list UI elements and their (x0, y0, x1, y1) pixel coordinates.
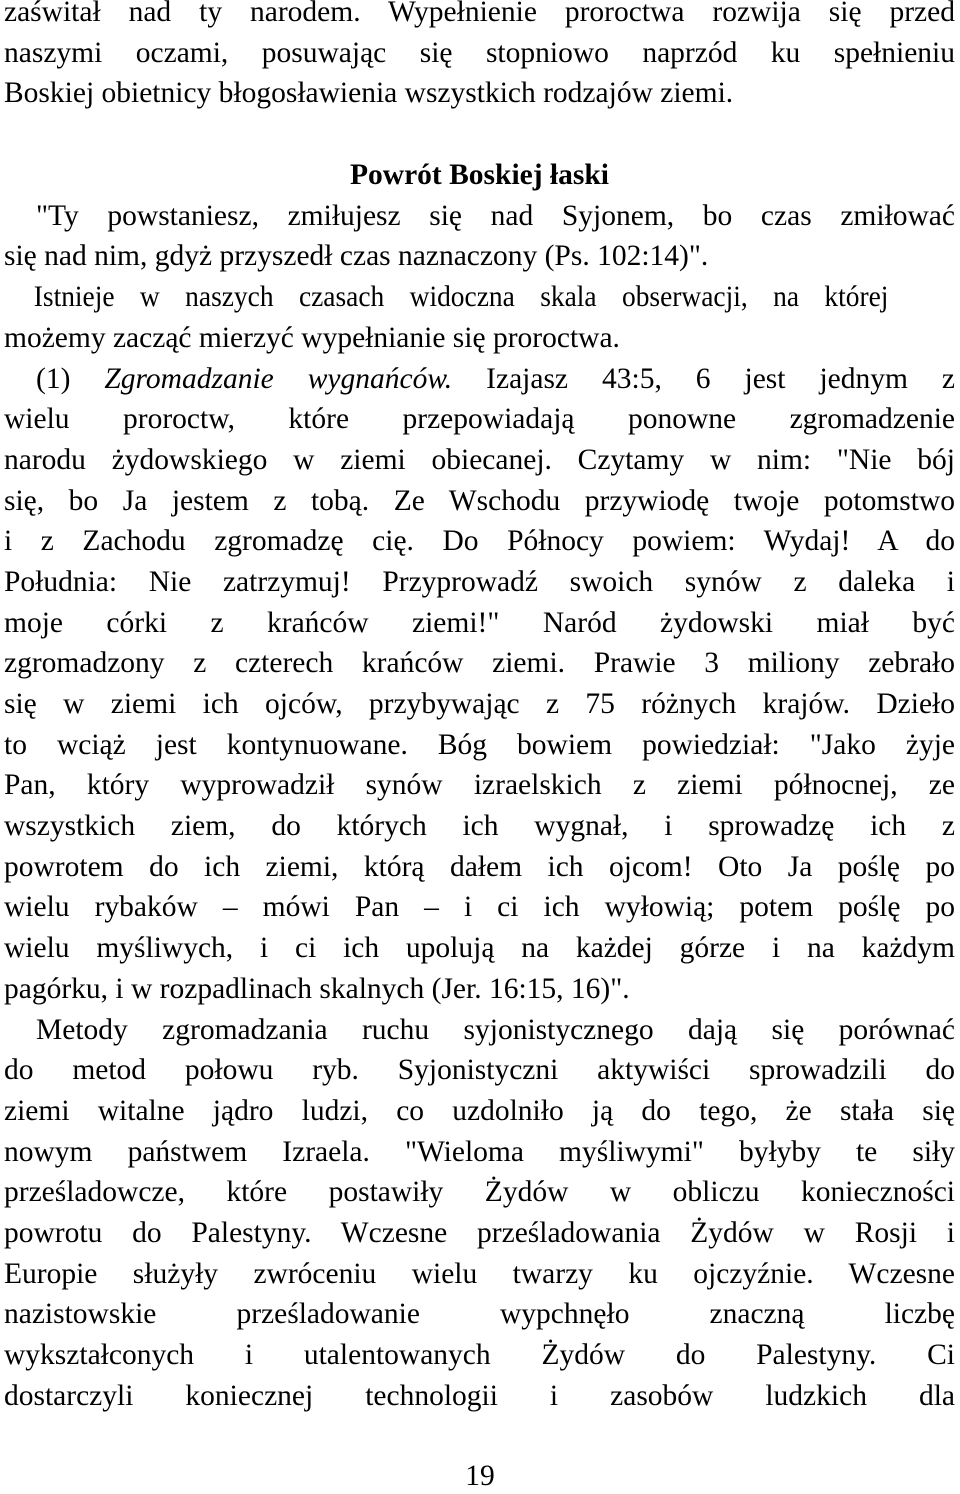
page-body (4, 0, 955, 1416)
text-line: do metod połowu ryb. Syjonistyczni aktywiści sprowadzili do (4, 1054, 955, 1087)
text-line: wielu rybaków – mówi Pan – i ci ich wyłowią; potem poślę po (4, 891, 955, 924)
text-line: wszystkich ziem, do których ich wygnał, i sprowadzę ich z (4, 810, 955, 843)
text-line: narodu żydowskiego w ziemi obiecanej. Czytamy w nim: "Nie bój (4, 443, 955, 476)
text-line: ziemi witalne jądro ludzi, co uzdolniło ją do tego, że stała się (4, 1094, 955, 1127)
text-line: nazistowskie prześladowanie wypchnęło znaczną liczbę (4, 1298, 955, 1331)
section-heading: Powrót Boskiej łaski (350, 159, 609, 192)
text-line: Boskiej obietnicy błogosławienia wszystkich rodzajów ziemi. (4, 77, 734, 110)
intro-line: możemy zacząć mierzyć wypełnianie się proroctwa. (4, 321, 620, 354)
text-line: się w ziemi ich ojców, przybywając z 75 różnych krajów. Dzieło (4, 688, 955, 720)
text-line: dostarczyli koniecznej technologii i zasobów ludzkich dla (4, 1379, 955, 1412)
text-line: Europie służyły zwróceniu wielu twarzy ku ojczyźnie. Wczesne (4, 1257, 955, 1290)
paragraph-zgromadzanie (4, 359, 955, 1010)
text-line: wielu proroctw, które przepowiadają ponowne zgromadzenie (4, 403, 955, 436)
text-line: pagórku, i w rozpadlinach skalnych (Jer. 16:15, 16)". (4, 972, 630, 1005)
text-line: to wciąż jest kontynuowane. Bóg bowiem powiedział: "Jako żyje (4, 728, 955, 761)
paragraph-spacer (4, 114, 955, 155)
text-line: wielu myśliwych, i ci ich upolują na każdej górze i na każdym (4, 932, 955, 965)
quote-line: się nad nim, gdyż przyszedł czas naznaczony (Ps. 102:14)". (4, 240, 709, 273)
intro-line: Istnieje w naszych czasach widoczna skala obserwacji, na której (33, 281, 889, 314)
text-line: nowym państwem Izraela. "Wieloma myśliwymi" byłyby te siły (4, 1135, 955, 1168)
text-line: Południa: Nie zatrzymuj! Przyprowadź swoich synów z daleka i (4, 565, 955, 598)
text-line: powrotu do Palestyny. Wczesne prześladowania Żydów w Rosji i (4, 1216, 955, 1249)
text-line: Metody zgromadzania ruchu syjonistycznego dają się porównać (36, 1013, 955, 1046)
text-line: prześladowcze, które postawiły Żydów w obliczu konieczności (4, 1176, 955, 1209)
text-line: zaświtał nad ty narodem. Wypełnienie proroctwa rozwija się przed (4, 0, 955, 28)
page-number: 19 (465, 1460, 495, 1492)
text-line: i z Zachodu zgromadzę cię. Do Północy powiem: Wydaj! A do (4, 525, 955, 558)
paragraph-metody (4, 1010, 955, 1417)
item-title: Zgromadzanie wygnańców. (104, 362, 453, 395)
lead-rest: Izajasz 43:5, 6 jest jednym z (486, 362, 955, 395)
text-line: Pan, który wyprowadził synów izraelskich z ziemi północnej, ze (4, 769, 955, 802)
paragraph-continued (4, 0, 955, 114)
section-powrot (4, 155, 955, 358)
paragraph-lead-line (4, 359, 955, 400)
text-line: moje córki z krańców ziemi!" Naród żydowski miał być (4, 606, 955, 639)
text-line: wykształconych i utalentowanych Żydów do Palestyny. Ci (4, 1339, 955, 1371)
item-number: (1) (36, 362, 71, 395)
text-line: zgromadzony z czterech krańców ziemi. Prawie 3 miliony zebrało (4, 647, 955, 680)
quote-line: "Ty powstaniesz, zmiłujesz się nad Syjonem, bo czas zmiłować (36, 199, 955, 232)
text-line: naszymi oczami, posuwając się stopniowo naprzód ku spełnieniu (4, 36, 955, 69)
text-line: się, bo Ja jestem z tobą. Ze Wschodu przywiodę twoje potomstwo (4, 484, 955, 517)
text-line: powrotem do ich ziemi, którą dałem ich ojcom! Oto Ja poślę po (4, 850, 955, 883)
